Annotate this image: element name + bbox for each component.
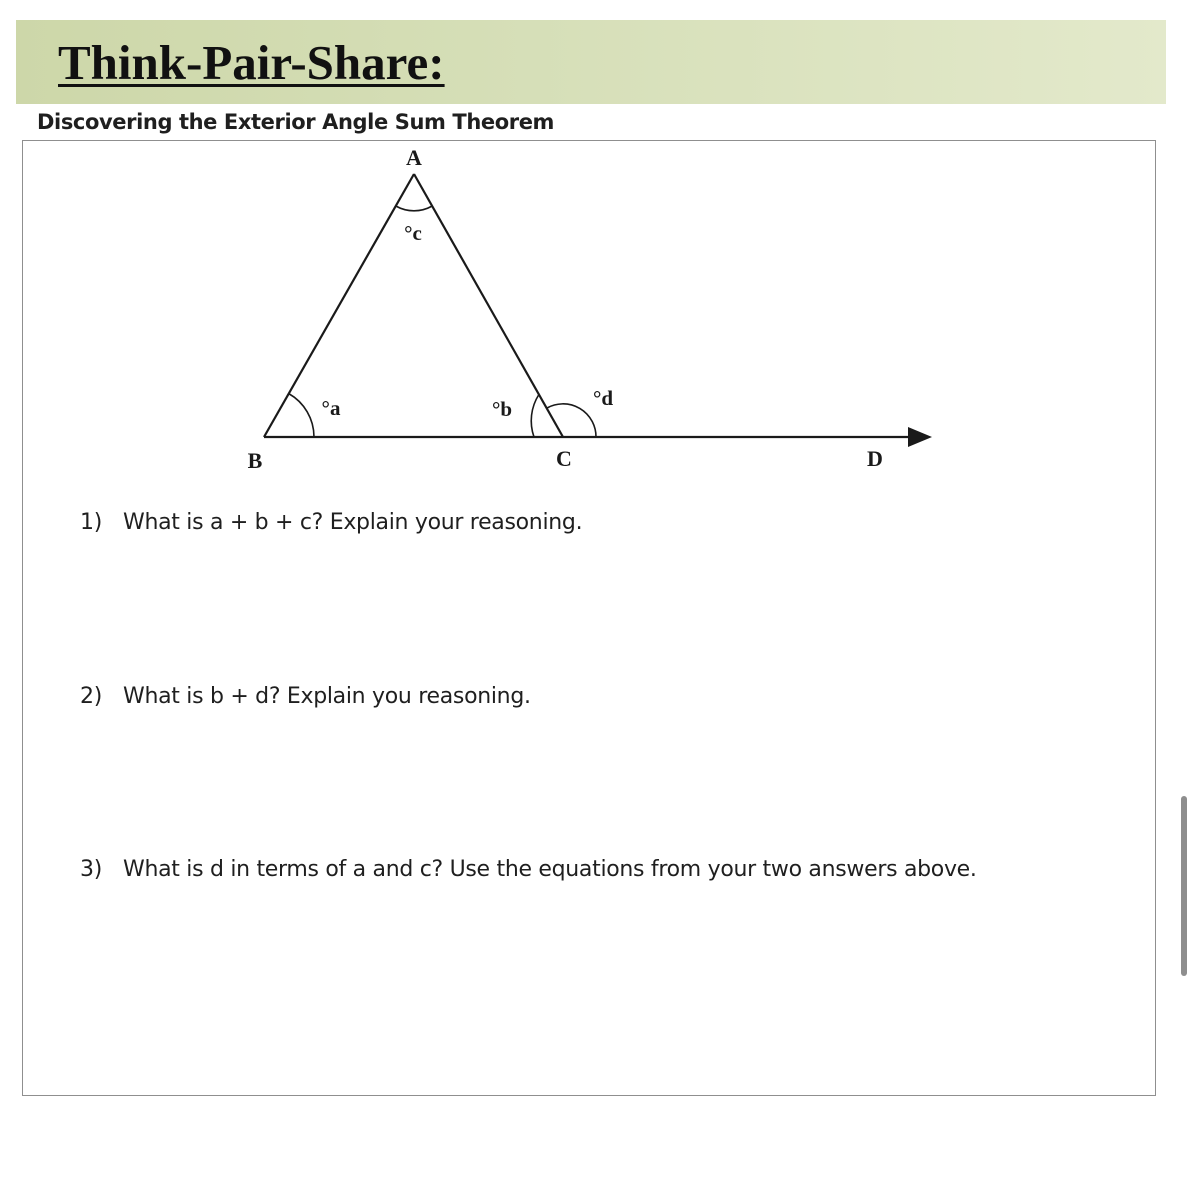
vertex-label-a: A — [406, 145, 422, 170]
question-1 — [80, 510, 582, 535]
vertex-label-d: D — [867, 446, 883, 471]
angle-label-b: °b — [491, 397, 513, 421]
angle-b-arc — [531, 395, 539, 438]
page-title: Think-Pair-Share: — [58, 35, 445, 90]
worksheet-subtitle: Discovering the Exterior Angle Sum Theorem — [37, 110, 555, 134]
question-2 — [80, 684, 531, 709]
question-text: What is b + d? Explain you reasoning. — [123, 684, 531, 709]
question-number: 2) — [80, 684, 102, 709]
ray-arrowhead — [908, 427, 932, 447]
angle-label-d: °d — [592, 386, 614, 410]
vertex-label-b: B — [247, 448, 263, 473]
question-number: 1) — [80, 510, 102, 535]
question-text: What is d in terms of a and c? Use the equations from your two answers above. — [123, 857, 977, 882]
question-3 — [80, 857, 977, 882]
angle-label-c: °c — [404, 221, 422, 245]
vertex-label-c: C — [556, 446, 572, 471]
triangle-diagram — [0, 0, 1199, 500]
angle-c-arc — [396, 206, 432, 211]
question-text: What is a + b + c? Explain your reasoning. — [123, 510, 583, 535]
side-ac — [414, 174, 563, 437]
scrollbar-thumb[interactable] — [1181, 796, 1187, 976]
angle-label-a: °a — [321, 396, 341, 420]
angle-a-arc — [289, 394, 314, 438]
question-number: 3) — [80, 857, 102, 882]
